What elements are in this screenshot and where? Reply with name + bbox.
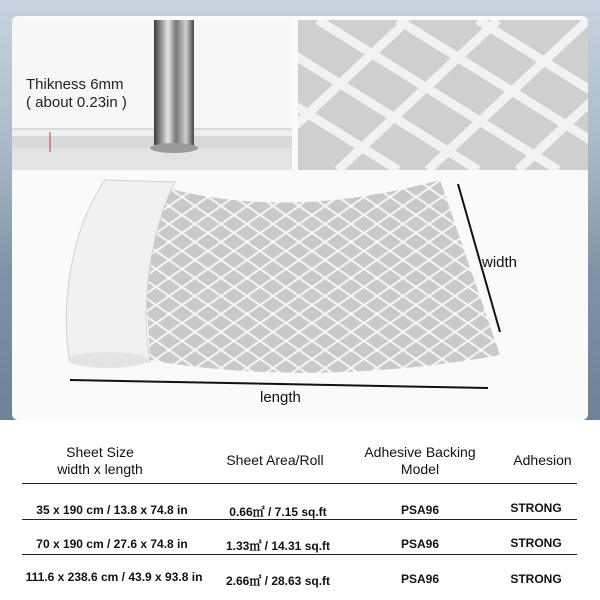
row2-area: 1.33㎡ / 14.31 sq.ft <box>225 539 331 553</box>
thickness-label <box>26 76 127 112</box>
thickness-line-1: Thikness 6mm <box>26 76 124 93</box>
row2-divider <box>22 554 577 555</box>
header-adhesive-line2: Model <box>400 461 440 477</box>
width-label: width <box>482 254 518 271</box>
header-sheet-area: Sheet Area/Roll <box>226 452 324 468</box>
row1-divider <box>22 519 577 520</box>
header-adhesive-backing <box>350 444 490 478</box>
thickness-line-2: ( about 0.23in ) <box>26 94 127 111</box>
header-sheet-size-line1: Sheet Size <box>66 444 134 460</box>
row2-size: 70 x 190 cm / 27.6 x 74.8 in <box>36 537 188 551</box>
row2-adhesion: STRONG <box>510 536 562 550</box>
row3-model: PSA96 <box>400 572 440 586</box>
header-sheet-size <box>30 444 170 478</box>
header-divider <box>22 483 577 484</box>
texture-photo <box>298 20 588 170</box>
row1-model: PSA96 <box>400 503 440 517</box>
header-sheet-size-line2: width x length <box>57 461 143 477</box>
row1-adhesion: STRONG <box>510 501 562 515</box>
row3-area: 2.66㎡ / 28.63 sq.ft <box>225 574 331 588</box>
row3-size: 111.6 x 238.6 cm / 43.9 x 93.8 in <box>25 570 203 584</box>
header-adhesion: Adhesion <box>513 452 572 468</box>
row1-area: 0.66㎡ / 7.15 sq.ft <box>229 505 327 519</box>
length-label: length <box>260 389 301 406</box>
row3-adhesion: STRONG <box>510 572 562 586</box>
header-adhesive-line1: Adhesive Backing <box>364 444 476 460</box>
spec-table <box>0 430 600 600</box>
row1-size: 35 x 190 cm / 13.8 x 74.8 in <box>36 503 188 517</box>
row2-model: PSA96 <box>400 537 440 551</box>
roll-illustration <box>0 170 600 420</box>
